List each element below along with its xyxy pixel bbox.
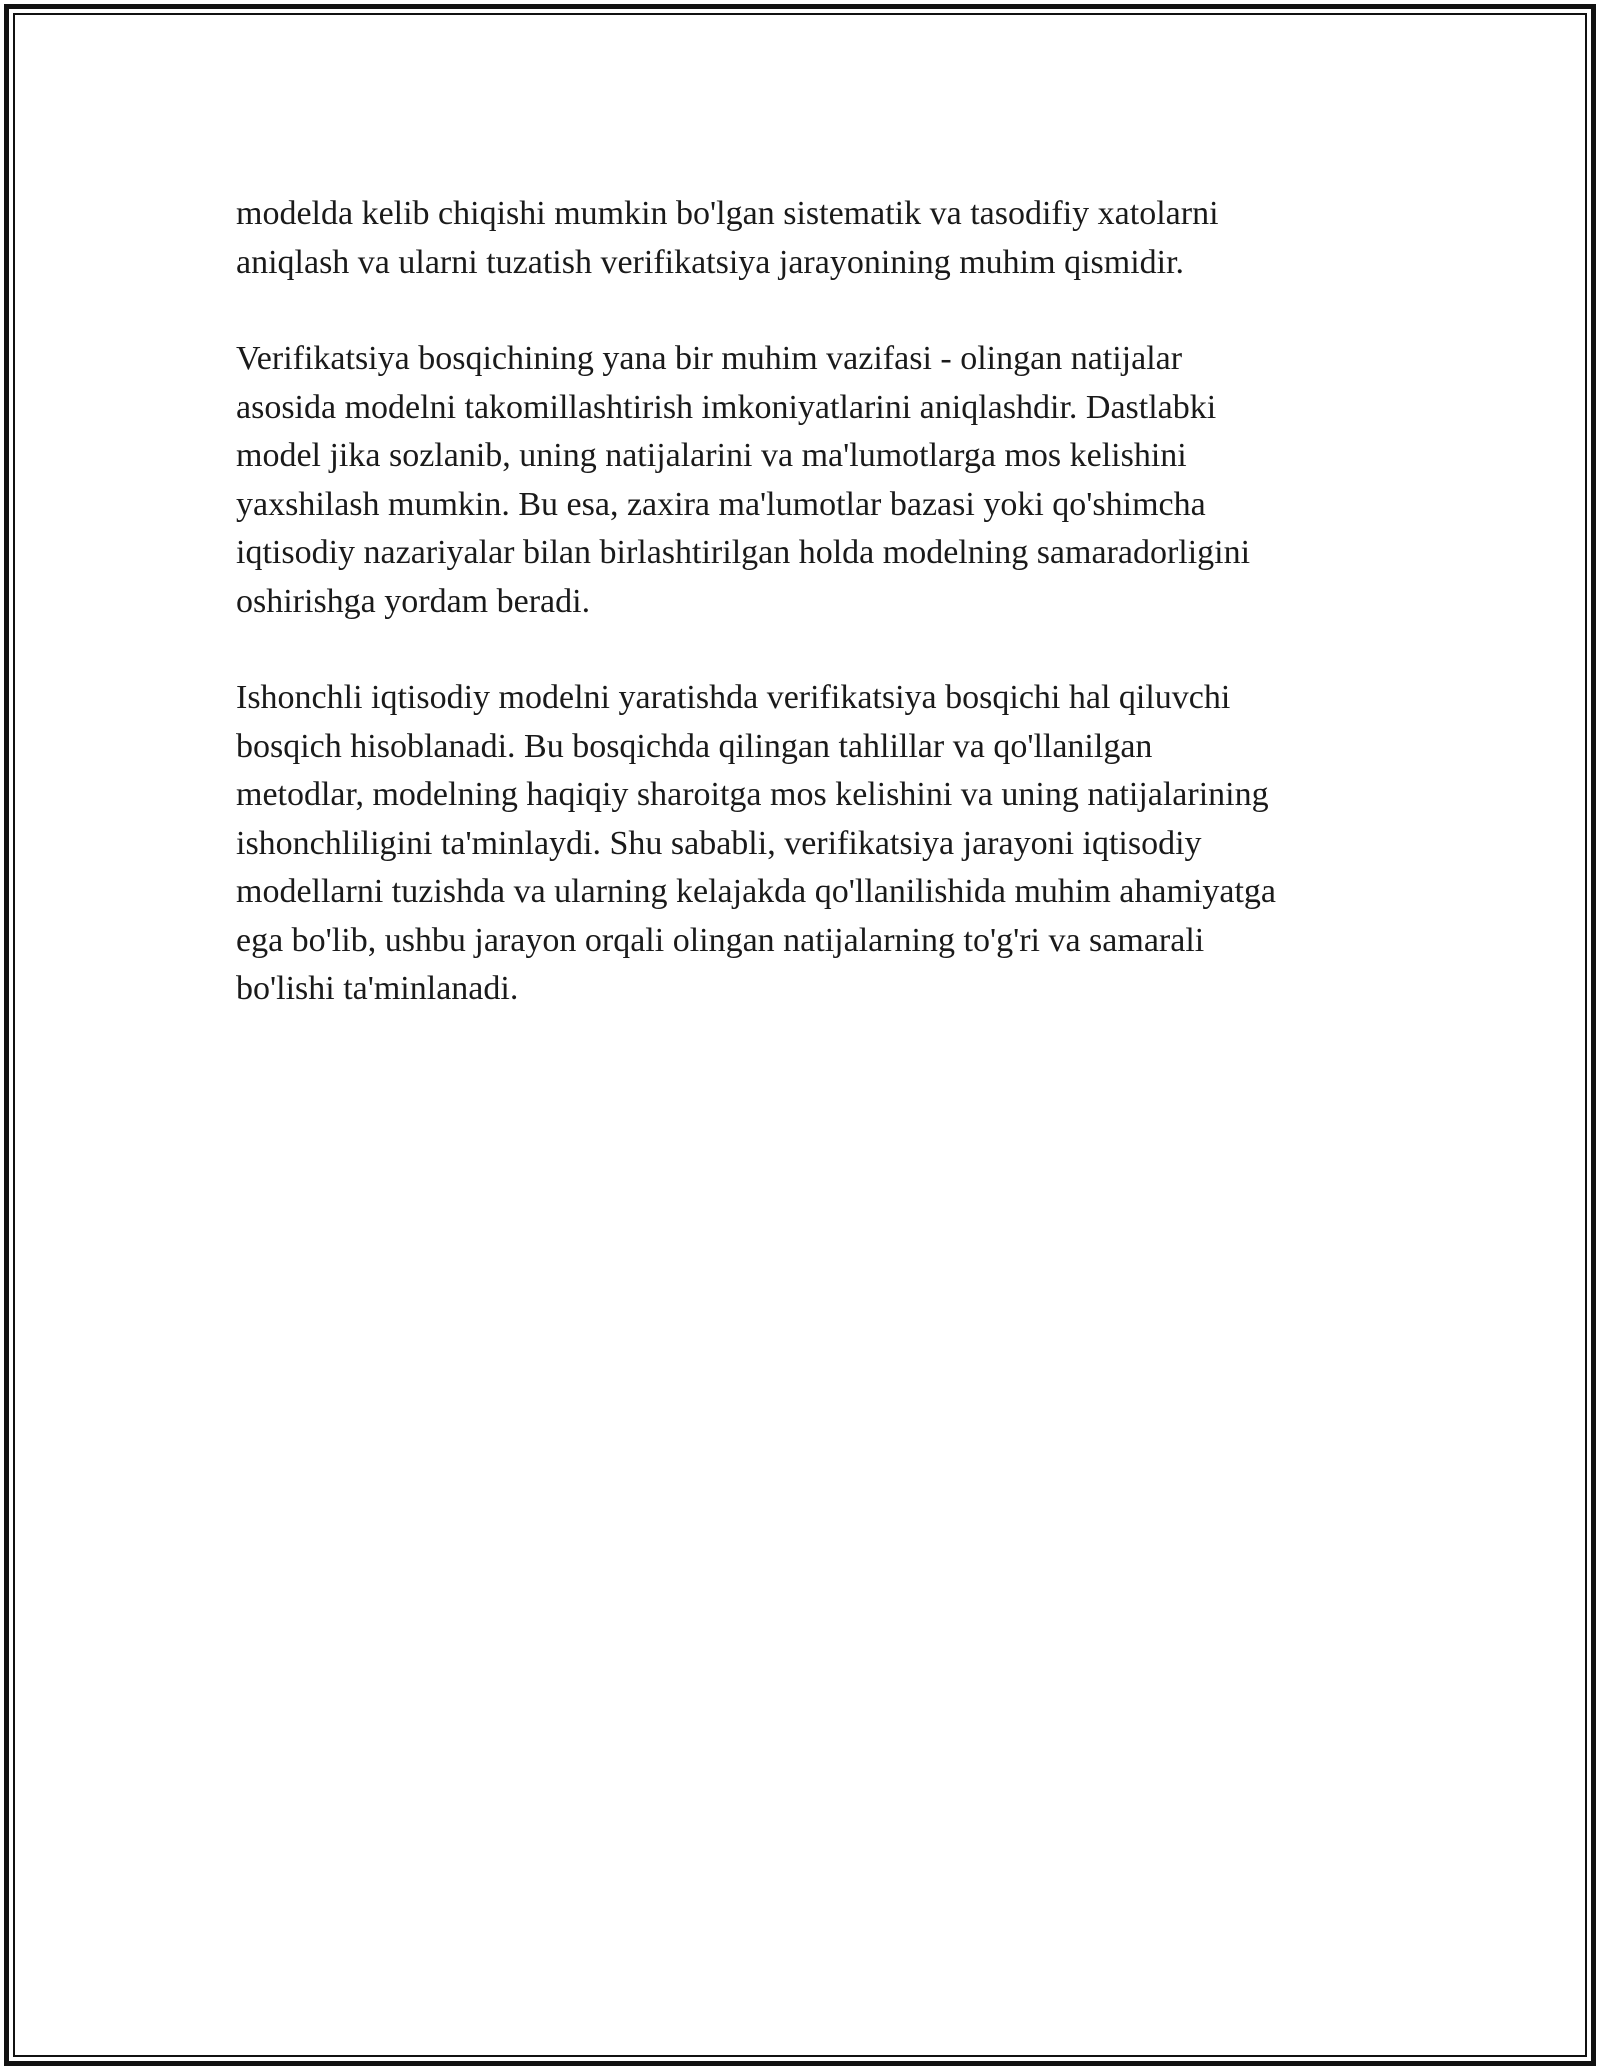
- paragraph-3: [236, 674, 1386, 1014]
- text-line: yaxshilash mumkin. Bu esa, zaxira ma'lumotlar bazasi yoki qo'shimcha: [236, 485, 1206, 523]
- text-line: iqtisodiy nazariyalar bilan birlashtirilgan holda modelning samaradorligini: [236, 534, 1251, 571]
- text-line: asosida modelni takomillashtirish imkoniyatlarini aniqlashdir. Dastlabki: [236, 388, 1217, 426]
- text-line: bosqich hisoblanadi. Bu bosqichda qilingan tahlillar va qo'llanilgan: [236, 727, 1153, 765]
- text-line: Verifikatsiya bosqichining yana bir muhim vazifasi - olingan natijalar: [236, 340, 1183, 377]
- text-line: ega bo'lib, ushbu jarayon orqali olingan natijalarning to'g'ri va samarali: [236, 921, 1205, 959]
- text-line: modellarni tuzishda va ularning kelajakda qo'llanilishida muhim ahamiyatga: [236, 873, 1277, 910]
- text-line: oshirishga yordam beradi.: [236, 582, 591, 620]
- text-line: aniqlash va ularni tuzatish verifikatsiya jarayonining muhim qismidir.: [236, 243, 1185, 281]
- text-line: modelda kelib chiqishi mumkin bo'lgan sistematik va tasodifiy xatolarni: [236, 195, 1219, 232]
- paragraph-1: [236, 190, 1386, 287]
- text-line: bo'lishi ta'minlanadi.: [236, 970, 519, 1007]
- paragraph-2: [236, 335, 1386, 626]
- text-line: ishonchliligini ta'minlaydi. Shu sababli, verifikatsiya jarayoni iqtisodiy: [236, 824, 1202, 862]
- text-line: metodlar, modelning haqiqiy sharoitga mos kelishini va uning natijalarining: [236, 776, 1269, 813]
- document-body: [236, 190, 1386, 1062]
- text-line: model jika sozlanib, uning natijalarini va ma'lumotlarga mos kelishini: [236, 437, 1187, 474]
- text-line: Ishonchli iqtisodiy modelni yaratishda verifikatsiya bosqichi hal qiluvchi: [236, 679, 1231, 716]
